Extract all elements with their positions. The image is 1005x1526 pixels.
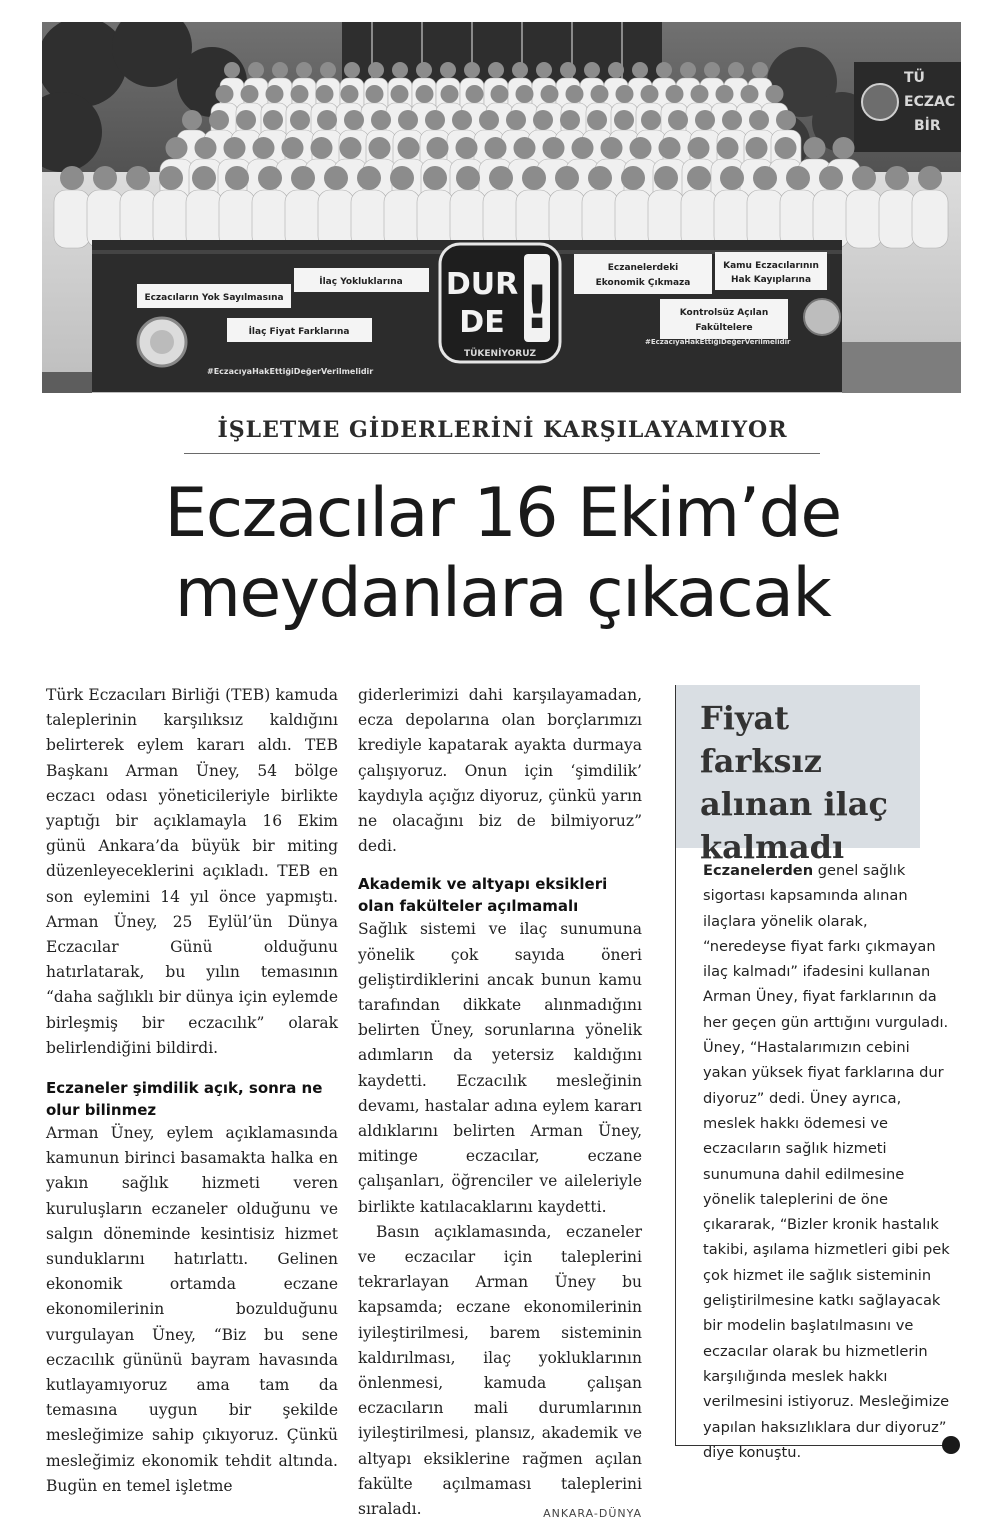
headline-line-2: meydanlara çıkacak: [174, 554, 831, 633]
col2-paragraph-2: Sağlık sistemi ve ilaç sunumuna yönelik çok sayıda öneri geliştirdiklerini ancak bunun kamu tarafından dikkate alınmadığını belirten Üney, sorunlarına yönelik adımların da yetersiz kaldığını kaydetti. Eczacılık mesleğinin devamı, hastalar adına eylem kararı aldıklarını belirten Arman Üney, mitinge eczacılar, eczane çalışanları, öğrenciler ve aileleriyle birlikte katılacaklarını kaydetti.: [358, 920, 642, 1216]
banner-label-3: [227, 318, 372, 342]
building-sign-1: TÜ: [904, 70, 925, 86]
svg-text:Eczacıların Yok Sayılmasına: Eczacıların Yok Sayılmasına: [144, 293, 284, 303]
pharmacists-protest-photo: [42, 22, 961, 393]
hashtag-left: #EczacıyaHakEttiğiDeğerVerilmelidir: [207, 367, 374, 376]
svg-text:Kamu Eczacılarının: Kamu Eczacılarının: [723, 261, 819, 271]
sidebar-title-box: [676, 685, 920, 866]
article-column-2: [358, 683, 642, 1526]
subhead-2: Akademik ve altyapı eksikleri olan fakülteler açılmamalı: [358, 875, 608, 916]
svg-text:İlaç Yokluklarına: İlaç Yokluklarına: [319, 277, 403, 287]
sidebar-lead-word: Eczanelerden: [703, 862, 814, 879]
article-column-1: [46, 683, 338, 1499]
hashtag-right: #EczacıyaHakEttiğiDeğerVerilmelidir: [645, 338, 791, 346]
headline-line-1: Eczacılar 16 Ekim’de: [164, 474, 841, 553]
sidebar-title-line-3: kalmadı: [700, 828, 845, 866]
svg-text:Fakültelere: Fakültelere: [695, 323, 753, 333]
svg-text:İlaç Fiyat Farklarına: İlaç Fiyat Farklarına: [248, 327, 350, 337]
col2-paragraph-3-text: Basın açıklamasında, eczaneler ve eczacılar için taleplerini tekrarlayan Arman Üney bu kapsamda; eczane ekonomilerinin iyileştirilmesi, barem sisteminin kaldırılması, ilaç yokluklarının önlenmesi, kamuda çalışan eczacıların mali durumlarının iyileştirilmesi, plansız, akademik ve altyapı eksiklerine rağmen açılan fakülte açılmaması taleplerini sıraladı.: [358, 1222, 642, 1519]
logo-dur: DUR: [445, 267, 519, 302]
kicker-rule: [184, 453, 820, 454]
article-headline: [0, 474, 1005, 634]
banner-label-2: [294, 268, 429, 292]
banner-label-4: [574, 254, 712, 294]
sidebar-body: [703, 858, 955, 1465]
logo-de: DE: [459, 305, 505, 340]
col1-paragraph-1: Türk Eczacıları Birliği (TEB) kamuda taleplerinin karşılıksız kaldığını belirterek eylem kararı aldı. TEB Başkanı Arman Üney, 54 bölge eczacı odası yöneticileriyle birlikte yaptığı bir açıklamayla 16 Ekim günü Ankara’da büyük bir miting düzenleyeceklerini açıkladı. TEB en son eylemini 14 yıl önce yapmıştı. Arman Üney, 25 Eylül’ün Dünya Eczacılar Günü olduğunu hatırlatarak, bu yılın temasının “daha sağlıklı bir dünya için eylemde birleşmiş bir eczacılık” olarak belirlendiğini bildirdi.: [46, 686, 338, 1057]
svg-text:Ekonomik Çıkmaza: Ekonomik Çıkmaza: [595, 278, 691, 288]
logo-caption: TÜKENİYORUZ: [463, 349, 537, 359]
sidebar-body-text: genel sağlık sigortası kapsamında alınan ilaçlara yönelik olarak, “neredeyse fiyat farkı çıkmayan ilaç kalmadı” ifadesini kullanan Arman Üney, fiyat farklarının da her geçen gün arttığını vurguladı. Üney, “Hastalarımızın cebini yakan yüksek fiyat farklarına dur diyoruz” dedi. Üney ayrıca, meslek hakkı ödemesi ve eczacıların sağlık hizmeti sunumuna dahil edilmesine yönelik taleplerini de öne çıkararak, “Bizler kronik hastalık takibi, aşılama hizmetleri gibi pek çok hizmet ile sağlık sisteminin geliştirilmesine katkı sağlayacak bir modelin başlatılmasını ve eczacılar olarak bu hizmetlerin karşılığında meslek hakkı verilmesini istiyoruz. Mesleğimize yapılan haksızlıklara dur diyoruz” diye konuştu.: [703, 862, 950, 1461]
teb-seal-icon-right: [804, 299, 840, 335]
subhead-1: Eczaneler şimdilik açık, sonra ne olur bilinmez: [46, 1079, 323, 1120]
svg-text:Kontrolsüz Açılan: Kontrolsüz Açılan: [679, 308, 769, 318]
dur-de-logo: [440, 244, 560, 362]
building-sign-2: ECZAC: [904, 94, 956, 110]
sidebar-title-line-1: Fiyat farksız: [700, 699, 822, 780]
svg-text:!: !: [523, 273, 551, 343]
banner-label-6: [660, 299, 788, 339]
svg-text:Eczanelerdeki: Eczanelerdeki: [607, 263, 679, 273]
building-sign-3: BİR: [914, 118, 941, 134]
col2-paragraph-1: giderlerimizi dahi karşılayamadan, ecza depolarına olan borçlarımızı krediyle kapatarak ayakta durmaya çalışıyoruz. Onun için ‘şimdilik’ kaydıyla açığız diyoruz, çünkü yarın ne olacağını biz de bilmiyoruz” dedi.: [358, 686, 642, 856]
news-photo: [42, 22, 961, 393]
svg-text:Hak Kayıplarına: Hak Kayıplarına: [730, 275, 812, 285]
article-kicker: İŞLETME GİDERLERİNİ KARŞILAYAMIYOR: [217, 417, 788, 443]
banner-label-1: [137, 284, 291, 308]
col2-paragraph-3: [358, 1220, 642, 1522]
sidebar-title-line-2: alınan ilaç: [700, 785, 888, 823]
col1-paragraph-2: Arman Üney, eylem açıklamasında kamunun birinci basamakta halka en yakın sağlık hizmeti veren kuruluşların eczaneler olduğunu ve salgın döneminde kesintisiz hizmet sunduklarını hatırlattı. Gelinen ekonomik ortamda eczane ekonomilerinin bozulduğunu vurgulayan Üney, “Biz bu sene eczacılık gününü bayram havasında kutlayamıyoruz ama tam da temasına uygun bir şekilde mesleğimize sahip çıkıyoruz. Çünkü mesleğimiz ekonomik tehdit altında. Bugün en temel işletme: [46, 1124, 338, 1495]
article-signature: ANKARA-DÜNYA: [543, 1507, 642, 1521]
banner-label-5: [715, 252, 827, 290]
